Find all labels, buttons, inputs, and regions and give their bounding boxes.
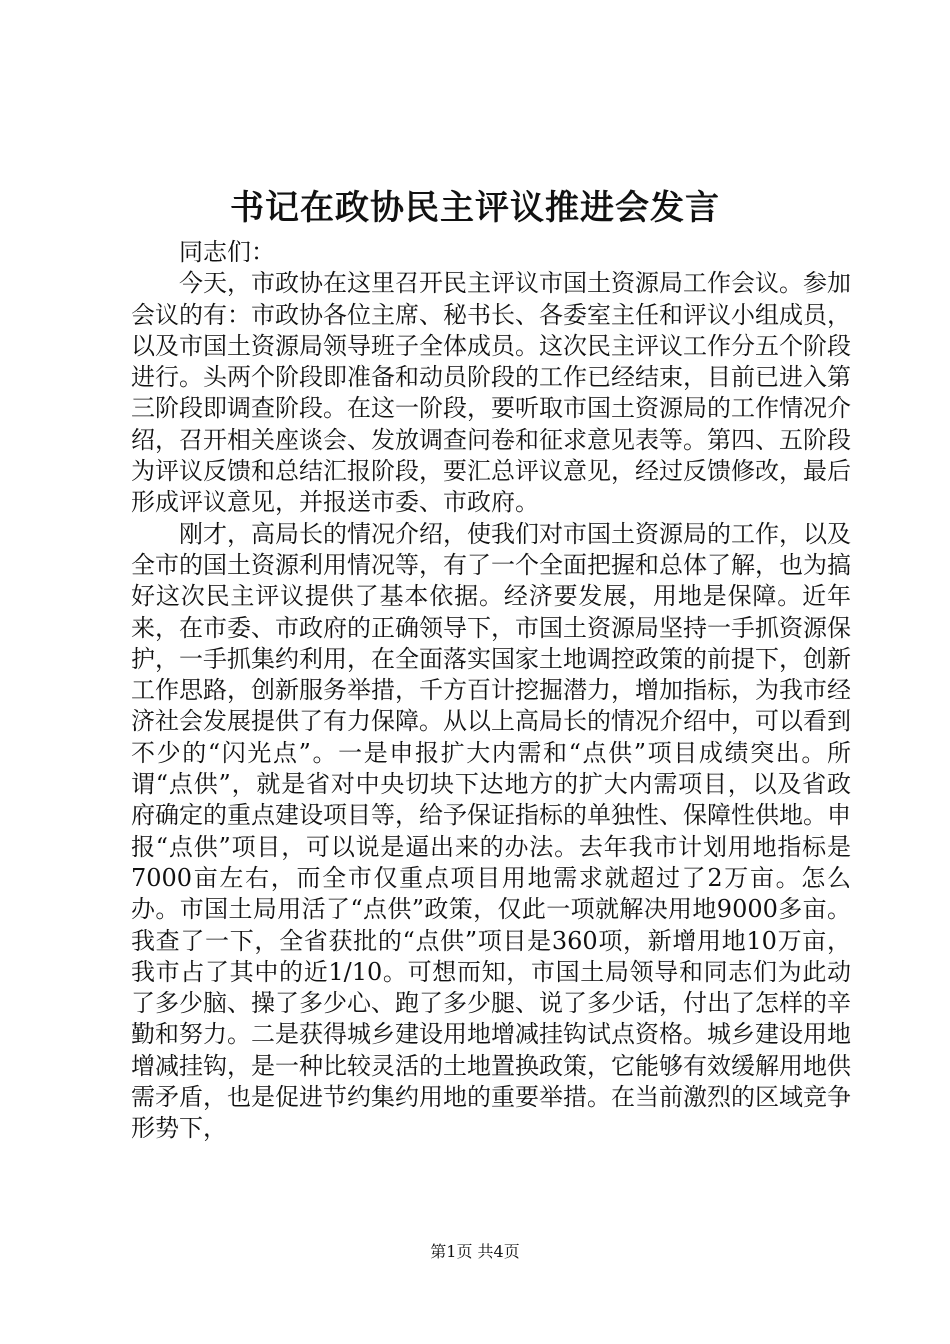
page-footer: 第1页 共4页: [430, 1242, 520, 1261]
document-title: 书记在政协民主评议推进会发言: [230, 188, 720, 228]
paragraph-1: 今天，市政协在这里召开民主评议市国土资源局工作会议。参加会议的有：市政协各位主席、秘书长、各委室主任和评议小组成员，以及市国土资源局领导班子全体成员。这次民主评议工作分五个阶段进行。头两个阶段即准备和动员阶段的工作已经结束，目前已进入第三阶段即调查阶段。在这一阶段，要听取市国土资源局的工作情况介绍，召开相关座谈会、发放调查问卷和征求意见表等。第四、五阶段为评议反馈和总结汇报阶段，要汇总评议意见，经过反馈修改，最后形成评议意见，并报送市委、市政府。: [131, 269, 851, 517]
paragraph-2: 刚才，高局长的情况介绍，使我们对市国土资源局的工作，以及全市的国土资源利用情况等，有了一个全面把握和总体了解，也为搞好这次民主评议提供了基本依据。经济要发展，用地是保障。近年来，在市委、市政府的正确领导下，市国土资源局坚持一手抓资源保护，一手抓集约利用，在全面落实国家土地调控政策的前提下，创新工作思路，创新服务举措，千方百计挖掘潜力，增加指标，为我市经济社会发展提供了有力保障。从以上高局长的情况介绍中，可以看到不少的“闪光点”。一是申报扩大内需和“点供”项目成绩突出。所谓“点供”，就是省对中央切块下达地方的扩大内需项目，以及省政府确定的重点建设项目等，给予保证指标的单独性、保障性供地。申报“点供”项目，可以说是逼出来的办法。去年我市计划用地指标是7000亩左右，而全市仅重点项目用地需求就超过了2万亩。怎么办。市国土局用活了“点供”政策，仅此一项就解决用地9000多亩。我查了一下，全省获批的“点供”项目是360项，新增用地10万亩，我市占了其中的近1/10。可想而知，市国土局领导和同志们为此动了多少脑、操了多少心、跑了多少腿、说了多少话，付出了怎样的辛勤和努力。二是获得城乡建设用地增减挂钩试点资格。城乡建设用地增减挂钩，是一种比较灵活的土地置换政策，它能够有效缓解用地供需矛盾，也是促进节约集约用地的重要举措。在当前激烈的区域竞争形势下，: [131, 519, 851, 1143]
document-body: [131, 237, 851, 1145]
salutation: 同志们：: [179, 238, 275, 266]
